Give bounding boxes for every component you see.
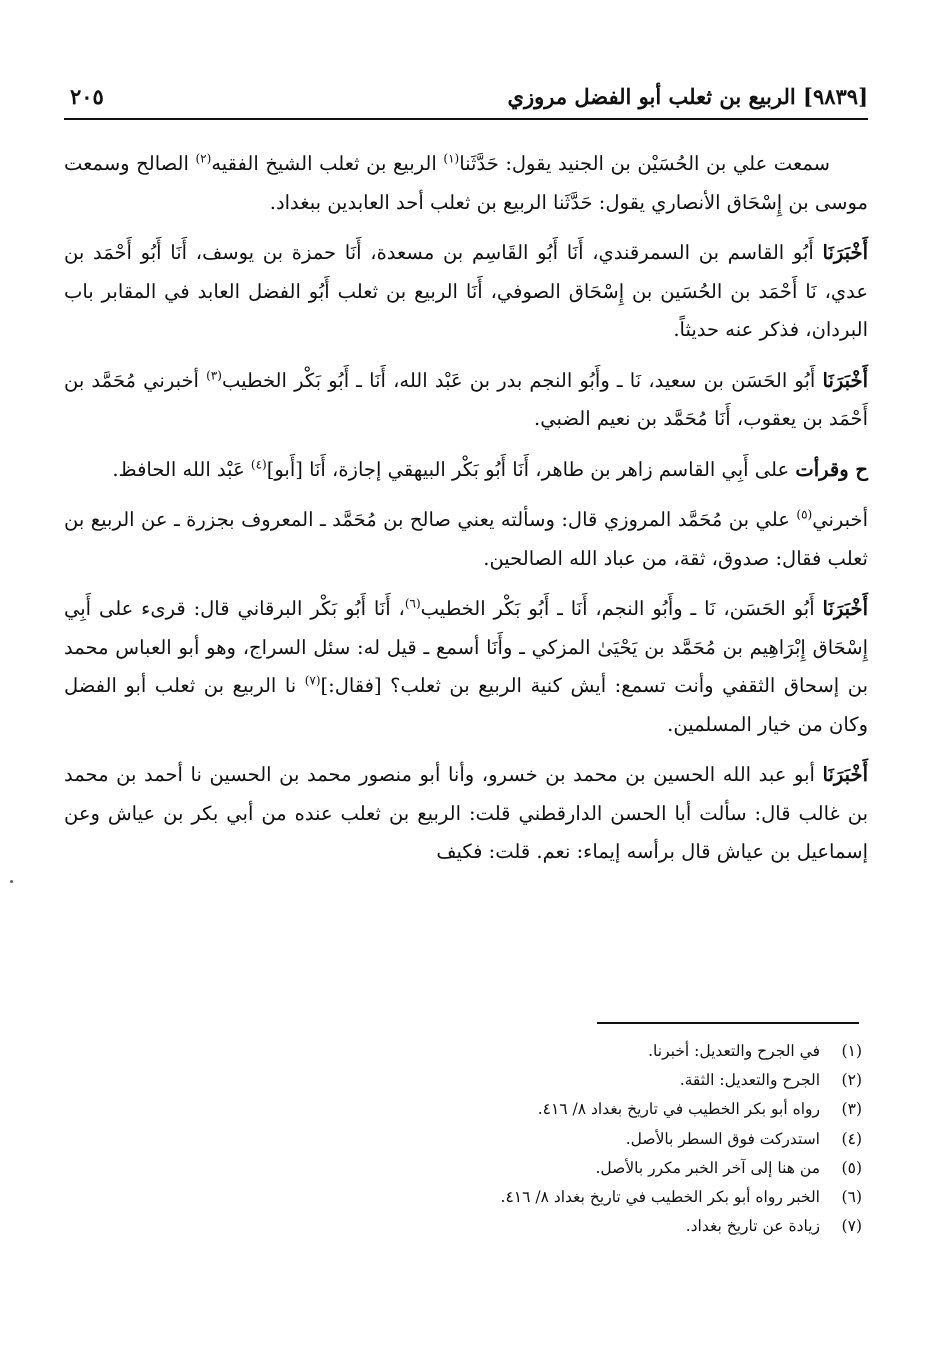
paragraph-text: أخبرني مُحَمَّد بن أَحْمَد بن يعقوب، أَنَا مُحَمَّد بن نعيم الضبي. <box>64 368 868 430</box>
footnote <box>64 1154 862 1183</box>
footnote <box>64 1183 862 1212</box>
paragraph-text: نا الربيع بن ثعلب أبو الفضل وكان من خيار المسلمين. <box>64 674 868 736</box>
paragraph-lead-word: أَخْبَرَنَا <box>822 368 868 392</box>
footnote-text: استدركت فوق السطر بالأصل. <box>625 1129 820 1148</box>
footnote-text: الجرح والتعديل: الثقة. <box>679 1071 820 1090</box>
footnote-reference: (٣) <box>206 368 222 382</box>
footnote <box>64 1037 862 1066</box>
paragraph-text: الصالح وسمعت موسى بن إِسْحَاق الأنصاري يقول: حَدَّثَنا الربيع بن ثعلب أحد العابدين ببغداد. <box>64 152 868 214</box>
footnote-reference: (٧) <box>304 673 321 688</box>
footnote <box>64 1212 862 1241</box>
paragraph-text: علي بن مُحَمَّد المروزي قال: وسألته يعني صالح بن مُحَمَّد ـ المعروف بجزرة ـ عن الربيع بن ثعلب فقال: صدوق، ثقة، من عباد الله الصالحين. <box>64 508 868 570</box>
paragraph <box>64 501 868 578</box>
paragraph-text: أَبُو الحَسَن، نَا ـ وأَبُو النجم، أَنَا ـ أَبُو بَكْر الخطيب <box>420 597 823 620</box>
page-number: ٢٠٥ <box>70 84 104 109</box>
scan-speck <box>10 880 13 883</box>
header-title: [٩٨٣٩] الربيع بن ثعلب أبو الفضل مروزي <box>507 84 868 109</box>
paragraph <box>64 756 868 872</box>
footnote <box>64 1125 862 1154</box>
paragraph <box>64 590 868 744</box>
paragraph-lead-word: أَخْبَرَنَا <box>822 597 868 620</box>
footnote-number: (٥) <box>841 1158 862 1177</box>
main-text <box>64 145 868 884</box>
footnote-number: (١) <box>841 1042 862 1060</box>
paragraph-lead-word: ح وقرأت <box>795 457 868 481</box>
paragraph-text: أَبُو القاسم بن السمرقندي، أَنَا أَبُو القَاسِم بن مسعدة، أَنَا حمزة بن يوسف، أَنَا أَبُو أَحْمَد بن عدي، نَا أَحْمَد بن الحُسَين بن إِسْحَاق الصوفي، أَنَا الربيع بن ثعلب أَبُو الفضل العابد في المقابر باب البردان، فذكر عنه حديثاً. <box>64 241 868 341</box>
footnote <box>64 1095 862 1124</box>
footnote-text: من هنا إلى آخر الخبر مكرر بالأصل. <box>595 1158 820 1177</box>
footnote-divider <box>597 1022 859 1024</box>
paragraph-lead-word: أَخْبَرَنَا <box>822 241 868 264</box>
footnote-number: (٤) <box>841 1129 862 1148</box>
footnote-reference: (١) <box>443 151 460 166</box>
footnote-number: (٢) <box>841 1071 862 1090</box>
paragraph-text: ، أَنَا أَبُو بَكْر البرقاني قال: قرىء على أَبِي إِسْحَاق إِبْرَاهِيم بن مُحَمَّد بن يَحْيَىٰ المزكي ـ وأَنَا أسمع ـ قيل له: سئل السراج، وهو أبو العباس محمد بن إسحاق الثقفي وأنت تسمع: أيش كنية الربيع بن ثعلب؟ [فقال:] <box>64 597 868 697</box>
footnote <box>64 1066 862 1095</box>
paragraph <box>64 362 868 439</box>
paragraph-text: على أَبِي القاسم زاهر بن طاهر، أَنَا أَبُو بَكْر البيهقي إجازة، أَنَا [أَبو] <box>266 457 796 481</box>
footnote-number: (٦) <box>841 1188 862 1207</box>
footnote-reference: (٥) <box>796 507 813 522</box>
footnote-text: رواه أبو بكر الخطيب في تاريخ بغداد ٨/ ٤١٦. <box>537 1100 820 1119</box>
paragraph <box>64 234 868 350</box>
footnote-reference: (٢) <box>195 151 212 166</box>
footnote-number: (٧) <box>841 1217 862 1236</box>
paragraph-text: سمعت علي بن الحُسَيْن بن الجنيد يقول: حَدَّثَنا <box>459 152 830 175</box>
paragraph-text: أبو عبد الله الحسين بن محمد بن خسرو، وأنا أبو منصور محمد بن الحسين نا أحمد بن محمد بن غالب قال: سألت أبا الحسن الدارقطني قلت: الربيع بن ثعلب عنده من أبي بكر بن عياش وعن إسماعيل بن عياش قال برأسه إيماء: نعم. قلت: فكيف <box>64 763 868 863</box>
footnote-text: زيادة عن تاريخ بغداد. <box>685 1217 820 1236</box>
paragraph-text: أَبُو الحَسَن بن سعيد، نَا ـ وأَبُو النجم بدر بن عَبْد الله، أَنَا ـ أَبُو بَكْر الخطيب <box>221 368 823 392</box>
paragraph-text: أخبرني <box>812 508 868 531</box>
footnote-text: الخبر رواه أبو بكر الخطيب في تاريخ بغداد ٨/ ٤١٦. <box>500 1188 820 1207</box>
footnote-reference: (٦) <box>404 596 421 611</box>
paragraph-text: عَبْد الله الحافظ. <box>112 457 251 481</box>
paragraph <box>64 145 868 222</box>
paragraph-text: الربيع بن ثعلب الشيخ الفقيه <box>211 152 444 175</box>
footnotes-list <box>64 1037 862 1241</box>
footnote-number: (٣) <box>841 1100 862 1119</box>
running-header <box>64 80 868 120</box>
footnote-text: في الجرح والتعديل: أخبرنا. <box>648 1042 820 1060</box>
paragraph <box>64 451 868 490</box>
paragraph-lead-word: أَخْبَرَنَا <box>822 763 868 786</box>
footnote-reference: (٤) <box>250 457 267 471</box>
